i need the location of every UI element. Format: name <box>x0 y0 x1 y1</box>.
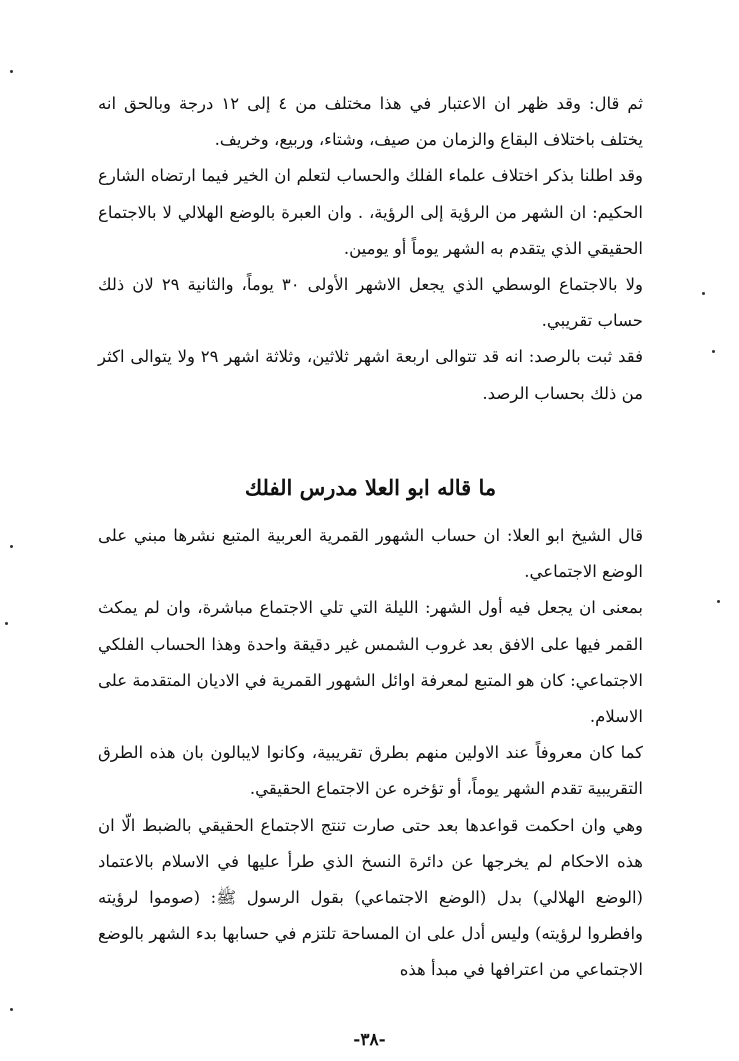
paragraph: وهي وان احكمت قواعدها بعد حتى صارت تنتج الاجتماع الحقيقي بالضبط الّا ان هذه الاحكام لم يخرجها عن دائرة النسخ الذي طرأ عليها في الاسلام بالاعتماد (الوضع الهلالي) بدل (الوضع الاجتماعي) بقول الرسول ﷺ: (صوموا لرؤيته وافطروا لرؤيته) وليس أدل على ان المساحة تلتزم في حسابها بدء الشهر بالوضع الاجتماعي من اعترافها في مبدأ هذه <box>98 815 643 980</box>
scan-speck <box>712 350 715 353</box>
scan-speck <box>717 600 720 603</box>
paragraph: وقد اطلنا بذكر اختلاف علماء الفلك والحساب لتعلم ان الخير فيما ارتضاه الشارع الحكيم: ان الشهر من الرؤية إلى الرؤية، . وان العبرة بالوضع الهلالي لا بالاجتماع الحقيقي الذي يتقدم به الشهر يوماً أو يومين. <box>98 166 643 258</box>
scan-speck <box>5 622 8 625</box>
section-calendar-discussion <box>98 86 643 412</box>
paragraph: بمعنى ان يجعل فيه أول الشهر: الليلة التي تلي الاجتماع مباشرة، وان لم يمكث القمر فيها على الافق بعد غروب الشمس غير دقيقة واحدة وهذا الحساب الفلكي الاجتماعي: كان هو المتبع لمعرفة اوائل الشهور القمرية في الاديان المتقدمة على الاسلام. <box>98 598 643 727</box>
paragraph: قال الشيخ ابو العلا: ان حساب الشهور القمرية العربية المتبع نشرها مبني على الوضع الاجتماعي. <box>98 526 643 582</box>
paragraph: ثم قال: وقد ظهر ان الاعتبار في هذا مختلف من ٤ إلى ١٢ درجة وبالحق انه يختلف باختلاف البقاع والزمان من صيف، وشتاء، وربيع، وخريف. <box>98 94 643 150</box>
scan-speck <box>702 292 705 295</box>
section-heading: ما قاله ابو العلا مدرس الفلك <box>244 475 497 500</box>
scan-speck <box>10 545 13 548</box>
page-number: -٣٨- <box>353 1030 386 1050</box>
scan-speck <box>10 1008 13 1011</box>
paragraph: ولا بالاجتماع الوسطي الذي يجعل الاشهر الأولى ٣٠ يوماً، والثانية ٢٩ لان ذلك حساب تقريبي. <box>98 275 643 331</box>
section-abu-al-ala <box>98 518 643 989</box>
scan-speck <box>10 70 13 73</box>
paragraph: كما كان معروفاً عند الاولين منهم بطرق تقريبية، وكانوا لايبالون بان هذه الطرق التقريبية تقدم الشهر يوماً، أو تؤخره عن الاجتماع الحقيقي. <box>98 743 643 799</box>
paragraph: فقد ثبت بالرصد: انه قد تتوالى اربعة اشهر ثلاثين، وثلاثة اشهر ٢٩ ولا يتوالى اكثر من ذلك بحساب الرصد. <box>98 347 643 403</box>
